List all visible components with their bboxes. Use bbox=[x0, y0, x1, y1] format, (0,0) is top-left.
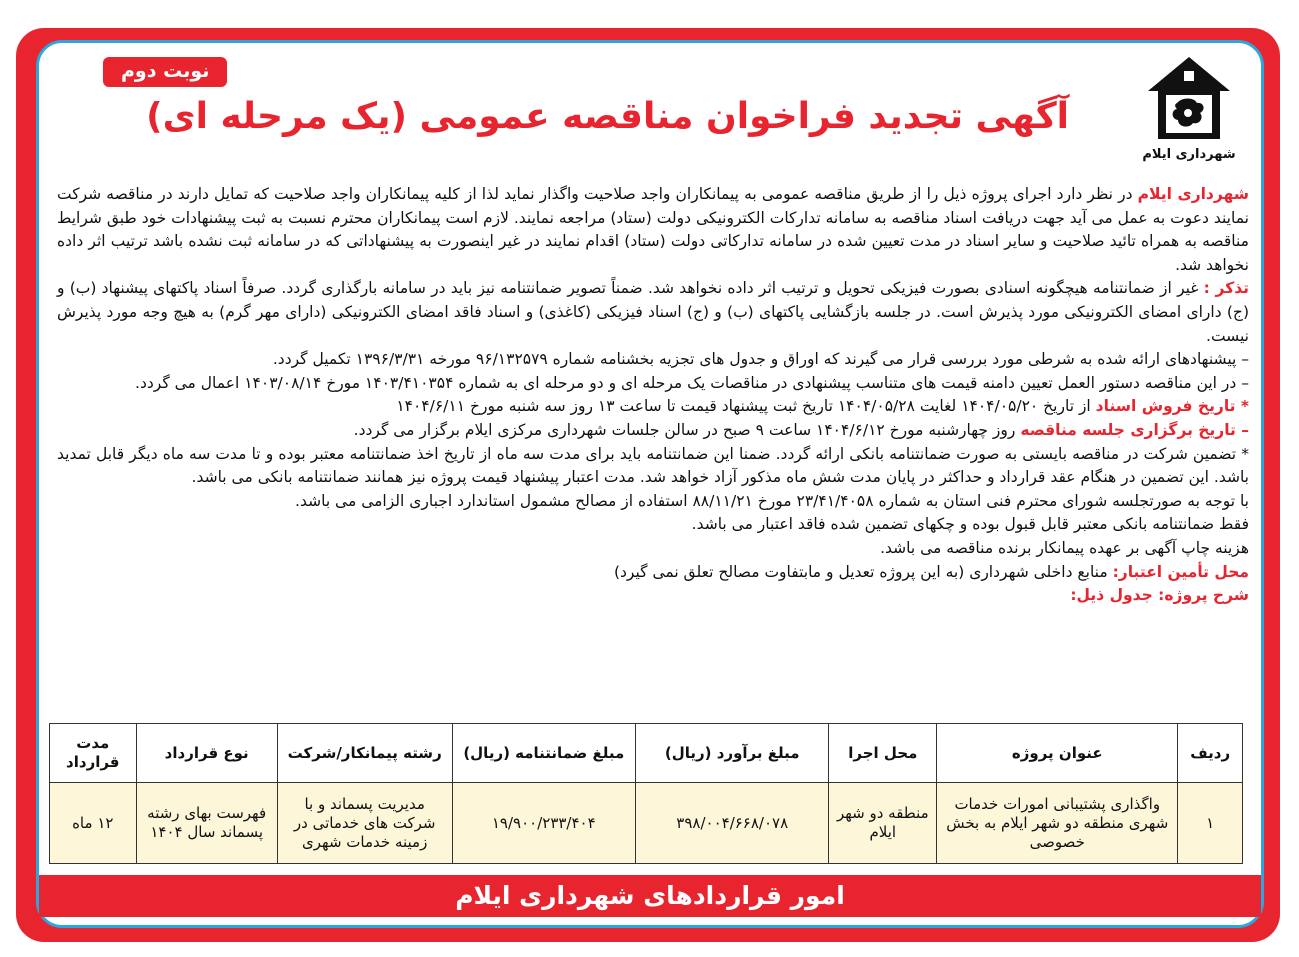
only-bank-line: فقط ضمانتنامه بانکی معتبر قابل قبول بوده و چکهای تضمین شده فاقد اعتبار می باشد. bbox=[691, 515, 1249, 534]
cell-contract-type: فهرست بهای رشته پسماند سال ۱۴۰۴ bbox=[136, 783, 277, 864]
note-text: غیر از ضمانتنامه هیچگونه اسنادی بصورت فیزیکی تحویل و ترتیب اثر داده نخواهد شد. ضمناً تصویر ضمانتنامه نیز باید در سامانه بارگذاری گردد. صرفاً اسناد پاکتهای پیشنهاد (ب) و (ج) دارای امضای الکترونیکی مورد پذیرش است. در جلسه بازگشایی پاکتهای (ب) و (ج) اسناد فیزیکی (کاغذی) و اسناد فاقد امضای الکترونیکی (دارای مهر گرم) به هیچ وجه مورد پذیرش نیست. bbox=[57, 279, 1249, 345]
sale-label: * تاریخ فروش اسناد bbox=[1095, 397, 1249, 416]
session-line bbox=[57, 419, 1249, 443]
municipality-logo bbox=[1133, 53, 1245, 171]
note-label: تذکر : bbox=[1203, 279, 1249, 298]
cell-location: منطقه دو شهر ایلام bbox=[829, 783, 937, 864]
header-location: محل اجرا bbox=[829, 724, 937, 783]
header-row-no: ردیف bbox=[1178, 724, 1243, 783]
header-project-title: عنوان پروژه bbox=[937, 724, 1178, 783]
project-desc-label: شرح پروژه: جدول ذیل: bbox=[1070, 586, 1249, 605]
logo-caption: شهرداری ایلام bbox=[1142, 147, 1236, 162]
session-text: روز چهارشنبه مورخ ۱۴۰۴/۶/۱۲ ساعت ۹ صبح در سالن جلسات شهرداری مرکزی ایلام برگزار می گردد. bbox=[353, 420, 1021, 439]
cell-guarantee: ۱۹/۹۰۰/۲۳۳/۴۰۴ bbox=[452, 783, 635, 864]
page-title: آگهی تجدید فراخوان مناقصه عمومی (یک مرحله ای) bbox=[146, 96, 1069, 137]
funding-line bbox=[57, 561, 1249, 585]
sale-text: از تاریخ ۱۴۰۴/۰۵/۲۰ لغایت ۱۴۰۴/۰۵/۲۸ تاریخ ثبت پیشنهاد قیمت تا ساعت ۱۳ روز سه شنبه مورخ ۱۴۰۴/۶/۱۱ bbox=[396, 397, 1096, 416]
house-emblem-icon bbox=[1144, 53, 1234, 145]
cell-contractor-field: مدیریت پسماند و با شرکت های خدماتی در زمینه خدمات شهری bbox=[277, 783, 452, 864]
ad-cost-line: هزینه چاپ آگهی بر عهده پیمانکار برنده مناقصه می باشد. bbox=[880, 538, 1249, 557]
header-contract-type: نوع قرارداد bbox=[136, 724, 277, 783]
ad-body bbox=[57, 183, 1249, 608]
note-paragraph bbox=[57, 277, 1249, 348]
table-row bbox=[50, 783, 1243, 864]
project-desc-line bbox=[57, 584, 1249, 608]
sale-dates-line bbox=[57, 395, 1249, 419]
intro-text: در نظر دارد اجرای پروژه ذیل را از طریق مناقصه عمومی به پیمانکاران واجد صلاحیت واگذار نماید لذا از کلیه پیمانکاران واجد صلاحیت که تمایل دارند در مناقصه شرکت نمایند دعوت به عمل می آید جهت دریافت اسناد مناقصه به سامانه تدارکات الکترونیکی دولت (ستاد) مراجعه نمایند. لازم است پیمانکاران محترم نسبت به ثبت پیشنهادات خود طبق شرایط مناقصه به همراه تائید صلاحیت و سایر اسناد در مدت تعیین شده در سامانه تدارکاتی دولت (ستاد) اقدام نمایند در غیر اینصورت به پیشنهاداتی که در سامانه ثبت نشده باشد ترتیب اثر داده نخواهد شد. bbox=[57, 185, 1249, 274]
footer-band: امور قراردادهای شهرداری ایلام bbox=[39, 875, 1261, 917]
projects-table bbox=[49, 723, 1243, 864]
session-label: – تاریخ برگزاری جلسه مناقصه bbox=[1020, 420, 1249, 439]
cell-estimate: ۳۹۸/۰۰۴/۶۶۸/۰۷۸ bbox=[636, 783, 829, 864]
table-header-row bbox=[50, 724, 1243, 783]
header-contractor-field: رشته پیمانکار/شرکت bbox=[277, 724, 452, 783]
funding-label: محل تأمین اعتبار: bbox=[1112, 562, 1249, 581]
cell-project-title: واگذاری پشتیبانی امورات خدمات شهری منطقه دو شهر ایلام به بخش خصوصی bbox=[937, 783, 1178, 864]
intro-paragraph bbox=[57, 183, 1249, 277]
proposals-line: – پیشنهادهای ارائه شده به شرطی مورد بررسی قرار می گیرند که اوراق و جدول های تجزیه بخشنامه شماره ۹۶/۱۳۲۵۷۹ مورخه ۱۳۹۶/۳/۳۱ تکمیل گردد. bbox=[272, 350, 1249, 369]
council-line: با توجه به صورتجلسه شورای محترم فنی استان به شماره ۲۳/۴۱/۴۰۵۸ مورخ ۸۸/۱۱/۲۱ استفاده از مصالح مشمول استاندارد اجباری الزامی می باشد. bbox=[295, 491, 1249, 510]
price-range-line: – در این مناقصه دستور العمل تعیین دامنه قیمت های متناسب پیشنهادی در مناقصات یک مرحله ای و دو مرحله ای به شماره ۱۴۰۳/۴۱۰۳۵۴ مورخ ۱۴۰۳/۰۸/۱۴ اعمال می گردد. bbox=[135, 373, 1249, 392]
header-duration: مدت قرارداد bbox=[50, 724, 137, 783]
ad-inner-panel bbox=[36, 40, 1264, 928]
guarantee-paragraph: * تضمین شرکت در مناقصه بایستی به صورت ضمانتنامه بانکی ارائه گردد. ضمنا این ضمانتنامه باید برای مدت سه ماه از تاریخ اخذ ضمانتنامه معتبر بوده و تا مدت سه ماه دیگر قابل تمدید باشد. این تضمین در هنگام عقد قرارداد و حداکثر در پایان مدت شش ماه مذکور آزاد خواهد شد. مدت اعتبار پیشنهاد قیمت پروژه نیز همانند ضمانتنامه بانکی می باشد. bbox=[57, 444, 1249, 487]
round-badge: نوبت دوم bbox=[103, 57, 227, 87]
header-estimate: مبلغ برآورد (ریال) bbox=[636, 724, 829, 783]
funding-text: منابع داخلی شهرداری (به این پروژه تعدیل و مابتفاوت مصالح تعلق نمی گیرد) bbox=[613, 562, 1113, 581]
intro-label: شهرداری ایلام bbox=[1137, 185, 1249, 203]
cell-row-no: ۱ bbox=[1178, 783, 1243, 864]
cell-duration: ۱۲ ماه bbox=[50, 783, 137, 864]
header-guarantee: مبلغ ضمانتنامه (ریال) bbox=[452, 724, 635, 783]
ad-frame bbox=[16, 28, 1280, 942]
